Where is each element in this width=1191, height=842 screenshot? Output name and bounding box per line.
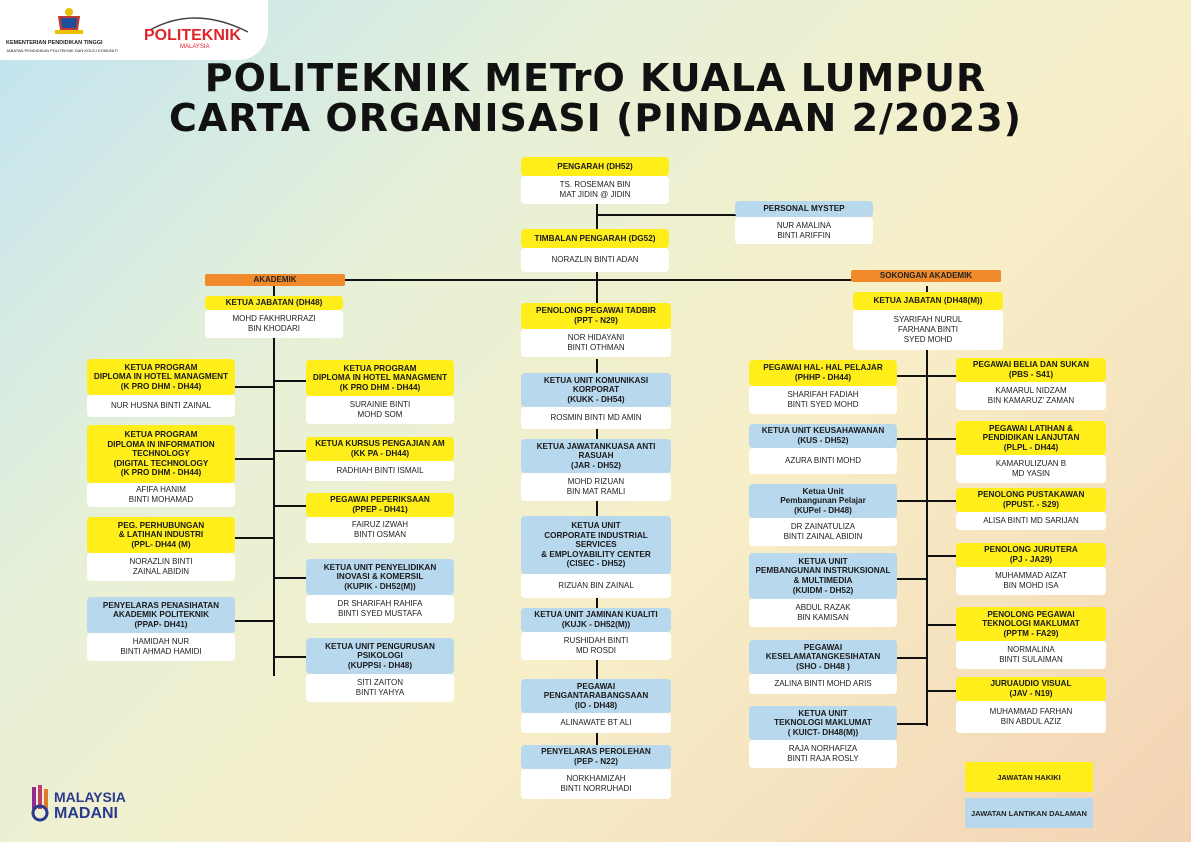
akademik-left-box <box>87 359 235 417</box>
sokongan-right-box <box>956 488 1106 530</box>
akademik-right-box <box>306 437 454 481</box>
akademik-right-box-title: KETUA PROGRAM DIPLOMA IN HOTEL MANAGMENT (K PRO DHM - DH44) <box>306 360 454 396</box>
akademik-left-box-name: AFIFA HANIM BINTI MOHAMAD <box>87 483 235 507</box>
akademik-left-box-title: PENYELARAS PENASIHATAN AKADEMIK POLITEKNIK (PPAP- DH41) <box>87 597 235 633</box>
akademik-right-box-name: RADHIAH BINTI ISMAIL <box>306 461 454 481</box>
personal-box-name: NUR AMALINA BINTI ARIFFIN <box>735 217 873 244</box>
connector-line <box>926 690 958 692</box>
sokongan-right-box-name: NORMALINA BINTI SULAIMAN <box>956 641 1106 669</box>
center-unit-box-title: KETUA UNIT JAMINAN KUALITI (KUJK - DH52(M)) <box>521 608 671 632</box>
sokongan-left-box-title: PEGAWAI HAL- HAL PELAJAR (PHHP - DH44) <box>749 360 897 386</box>
akademik-left-box-name: NORAZLIN BINTI ZAINAL ABIDIN <box>87 553 235 581</box>
akademik-right-box-name: DR SHARIFAH RAHIFA BINTI SYED MUSTAFA <box>306 595 454 623</box>
sokongan-left-box <box>749 424 897 474</box>
sokongan-right-box-title: PEGAWAI BELIA DAN SUKAN (PBS - S41) <box>956 358 1106 382</box>
malaysia-madani-logo <box>30 783 140 823</box>
sokongan-left-box-name: ABDUL RAZAK BIN KAMISAN <box>749 599 897 627</box>
pengarah-box <box>521 157 669 204</box>
malaysia-crest-icon <box>52 6 86 36</box>
page-title: POLITEKNIK METrO KUALA LUMPUR <box>204 56 987 100</box>
akademik-right-box <box>306 493 454 543</box>
section-label-sokongan: SOKONGAN AKADEMIK <box>851 270 1001 282</box>
sokongan-left-box-name: SHARIFAH FADIAH BINTI SYED MOHD <box>749 386 897 414</box>
connector-line <box>897 578 928 580</box>
center-unit-box-name: ALINAWATE BT ALI <box>521 713 671 733</box>
madani-line1: MALAYSIA <box>54 789 126 805</box>
connector-line <box>235 386 275 388</box>
sokongan-left-box <box>749 553 897 627</box>
sokongan-left-box-title: KETUA UNIT TEKNOLOGI MAKLUMAT ( KUICT- DH48(M)) <box>749 706 897 740</box>
sokongan-left-box-name: RAJA NORHAFIZA BINTI RAJA ROSLY <box>749 740 897 768</box>
pengarah-box-name: TS. ROSEMAN BIN MAT JIDIN @ JIDIN <box>521 176 669 204</box>
sokongan-left-box-name: ZALINA BINTI MOHD ARIS <box>749 674 897 694</box>
department-name: JABATAN PENDIDIKAN POLITEKNIK DAN KOLEJ KOMUNITI <box>6 48 118 53</box>
akademik-right-box-title: KETUA UNIT PENYELIDIKAN INOVASI & KOMERSIL (KUPIK - DH52(M)) <box>306 559 454 595</box>
akademik-right-box-name: SITI ZAITON BINTI YAHYA <box>306 674 454 702</box>
connector-line <box>897 438 928 440</box>
akademik-right-box <box>306 559 454 623</box>
akademik-left-box-title: PEG. PERHUBUNGAN & LATIHAN INDUSTRI (PPL- DH44 (M) <box>87 517 235 553</box>
section-label-akademik: AKADEMIK <box>205 274 345 286</box>
sokongan-right-box <box>956 358 1106 410</box>
ministry-name: KEMENTERIAN PENDIDIKAN TINGGI <box>6 40 103 46</box>
connector-line <box>273 505 308 507</box>
connector-line <box>926 500 958 502</box>
sokongan-right-box <box>956 607 1106 669</box>
akademik-left-box-name: NUR HUSNA BINTI ZAINAL <box>87 395 235 417</box>
center-unit-box-name: NOR HIDAYANI BINTI OTHMAN <box>521 329 671 357</box>
connector-line <box>897 500 928 502</box>
connector-line <box>235 458 275 460</box>
center-unit-box <box>521 303 671 357</box>
akademik-ketua-box-name: MOHD FAKHRURRAZI BIN KHODARI <box>205 310 343 338</box>
sokongan-left-box-name: AZURA BINTI MOHD <box>749 448 897 474</box>
akademik-ketua-box <box>205 296 343 338</box>
timbalan-box <box>521 229 669 272</box>
center-unit-box <box>521 745 671 799</box>
sokongan-ketua-box-name: SYARIFAH NURUL FARHANA BINTI SYED MOHD <box>853 310 1003 350</box>
center-unit-box-title: KETUA JAWATANKUASA ANTI RASUAH (JAR - DH52) <box>521 439 671 473</box>
center-unit-box <box>521 373 671 429</box>
connector-line <box>273 656 308 658</box>
page-subtitle: CARTA ORGANISASI (PINDAAN 2/2023) <box>168 96 1023 140</box>
sokongan-right-box-title: PENOLONG PEGAWAI TEKNOLOGI MAKLUMAT (PPTM - FA29) <box>956 607 1106 641</box>
connector-line <box>897 723 928 725</box>
connector-line <box>926 346 928 726</box>
connector-line <box>926 375 958 377</box>
header-logo-panel <box>0 0 268 60</box>
sokongan-right-box-name: KAMARUL NIDZAM BIN KAMARUZ' ZAMAN <box>956 382 1106 410</box>
connector-line <box>273 380 308 382</box>
akademik-left-box <box>87 517 235 581</box>
sokongan-right-box-title: PENOLONG PUSTAKAWAN (PPUST. - S29) <box>956 488 1106 512</box>
center-unit-box <box>521 516 671 598</box>
politeknik-logo <box>140 10 255 54</box>
center-unit-box-name: RUSHIDAH BINTI MD ROSDI <box>521 632 671 660</box>
sokongan-ketua-box <box>853 292 1003 350</box>
sokongan-left-box-title: PEGAWAI KESELAMATANGKESIHATAN (SHO - DH48 ) <box>749 640 897 674</box>
timbalan-box-name: NORAZLIN BINTI ADAN <box>521 248 669 272</box>
center-unit-box-name: ROSMIN BINTI MD AMIN <box>521 407 671 429</box>
sokongan-ketua-box-title: KETUA JABATAN (DH48(M)) <box>853 292 1003 310</box>
pengarah-box-title: PENGARAH (DH52) <box>521 157 669 176</box>
connector-line <box>596 271 598 303</box>
center-unit-box-title: PENOLONG PEGAWAI TADBIR (PPT - N29) <box>521 303 671 329</box>
connector-line <box>897 375 928 377</box>
connector-line <box>926 438 958 440</box>
sokongan-left-box-title: KETUA UNIT PEMBANGUNAN INSTRUKSIONAL & MULTIMEDIA (KUIDM - DH52) <box>749 553 897 599</box>
personal-box <box>735 201 873 244</box>
sokongan-right-box-title: PEGAWAI LATIHAN & PENDIDIKAN LANJUTAN (PLPL - DH44) <box>956 421 1106 455</box>
akademik-left-box-name: HAMIDAH NUR BINTI AHMAD HAMIDI <box>87 633 235 661</box>
sokongan-left-box-title: KETUA UNIT KEUSAHAWANAN (KUS - DH52) <box>749 424 897 448</box>
akademik-left-box-title: KETUA PROGRAM DIPLOMA IN INFORMATION TECHNOLOGY (DIGITAL TECHNOLOGY (K PRO DHM - DH44) <box>87 425 235 483</box>
connector-line <box>926 624 958 626</box>
akademik-right-box <box>306 360 454 424</box>
sokongan-left-box <box>749 640 897 694</box>
sokongan-right-box-name: MUHAMMAD AIZAT BIN MOHD ISA <box>956 567 1106 595</box>
sokongan-right-box-name: MUHAMMAD FARHAN BIN ABDUL AZIZ <box>956 701 1106 733</box>
center-unit-box <box>521 439 671 501</box>
sokongan-right-box <box>956 421 1106 483</box>
center-unit-box-name: MOHD RIZUAN BIN MAT RAMLI <box>521 473 671 501</box>
akademik-left-box <box>87 597 235 661</box>
sokongan-right-box <box>956 677 1106 733</box>
center-unit-box-title: PENYELARAS PEROLEHAN (PEP - N22) <box>521 745 671 769</box>
center-unit-box <box>521 608 671 660</box>
sokongan-left-box <box>749 360 897 414</box>
sokongan-right-box <box>956 543 1106 595</box>
sokongan-left-box-name: DR ZAINATULIZA BINTI ZAINAL ABIDIN <box>749 518 897 546</box>
connector-line <box>596 214 736 216</box>
sokongan-right-box-title: JURUAUDIO VISUAL (JAV - N19) <box>956 677 1106 701</box>
sokongan-left-box <box>749 706 897 768</box>
logo-text: POLITEKNIK <box>144 27 241 44</box>
center-unit-box-title: KETUA UNIT KOMUNIKASI KORPORAT (KUKK - DH54) <box>521 373 671 407</box>
sokongan-left-box <box>749 484 897 546</box>
akademik-right-box-name: SURAINIE BINTI MOHD SOM <box>306 396 454 424</box>
connector-line <box>235 537 275 539</box>
legend-hakiki: JAWATAN HAKIKI <box>965 762 1093 792</box>
legend-lantikan: JAWATAN LANTIKAN DALAMAN <box>965 798 1093 828</box>
akademik-right-box-title: PEGAWAI PEPERIKSAAN (PPEP - DH41) <box>306 493 454 517</box>
connector-line <box>273 577 308 579</box>
timbalan-box-title: TIMBALAN PENGARAH (DG52) <box>521 229 669 248</box>
center-unit-box-name: NORKHAMIZAH BINTI NORRUHADI <box>521 769 671 799</box>
connector-line <box>926 555 958 557</box>
akademik-left-box <box>87 425 235 507</box>
connector-line <box>273 286 275 296</box>
connector-line <box>235 620 275 622</box>
sokongan-left-box-title: Ketua Unit Pembangunan Pelajar (KUPel - DH48) <box>749 484 897 518</box>
connector-line <box>273 450 308 452</box>
center-unit-box-title: KETUA UNIT CORPORATE INDUSTRIAL SERVICES & EMPLOYABILITY CENTER (CISEC - DH52) <box>521 516 671 574</box>
akademik-right-box-name: FAIRUZ IZWAH BINTI OSMAN <box>306 517 454 543</box>
akademik-ketua-box-title: KETUA JABATAN (DH48) <box>205 296 343 310</box>
akademik-right-box-title: KETUA UNIT PENGURUSAN PSIKOLOGI (KUPPSI - DH48) <box>306 638 454 674</box>
sokongan-right-box-name: KAMARULIZUAN B MD YASIN <box>956 455 1106 483</box>
personal-box-title: PERSONAL MYSTEP <box>735 201 873 217</box>
akademik-right-box-title: KETUA KURSUS PENGAJIAN AM (KK PA - DH44) <box>306 437 454 461</box>
center-unit-box <box>521 679 671 733</box>
sokongan-right-box-title: PENOLONG JURUTERA (PJ - JA29) <box>956 543 1106 567</box>
center-unit-box-name: RIZUAN BIN ZAINAL <box>521 574 671 598</box>
akademik-left-box-title: KETUA PROGRAM DIPLOMA IN HOTEL MANAGMENT (K PRO DHM - DH44) <box>87 359 235 395</box>
logo-subtext: MALAYSIA <box>180 44 210 50</box>
center-unit-box-title: PEGAWAI PENGANTARABANGSAAN (IO - DH48) <box>521 679 671 713</box>
sokongan-right-box-name: ALISA BINTI MD SARIJAN <box>956 512 1106 530</box>
madani-line2: MADANI <box>54 805 118 822</box>
akademik-right-box <box>306 638 454 702</box>
connector-line <box>897 657 928 659</box>
